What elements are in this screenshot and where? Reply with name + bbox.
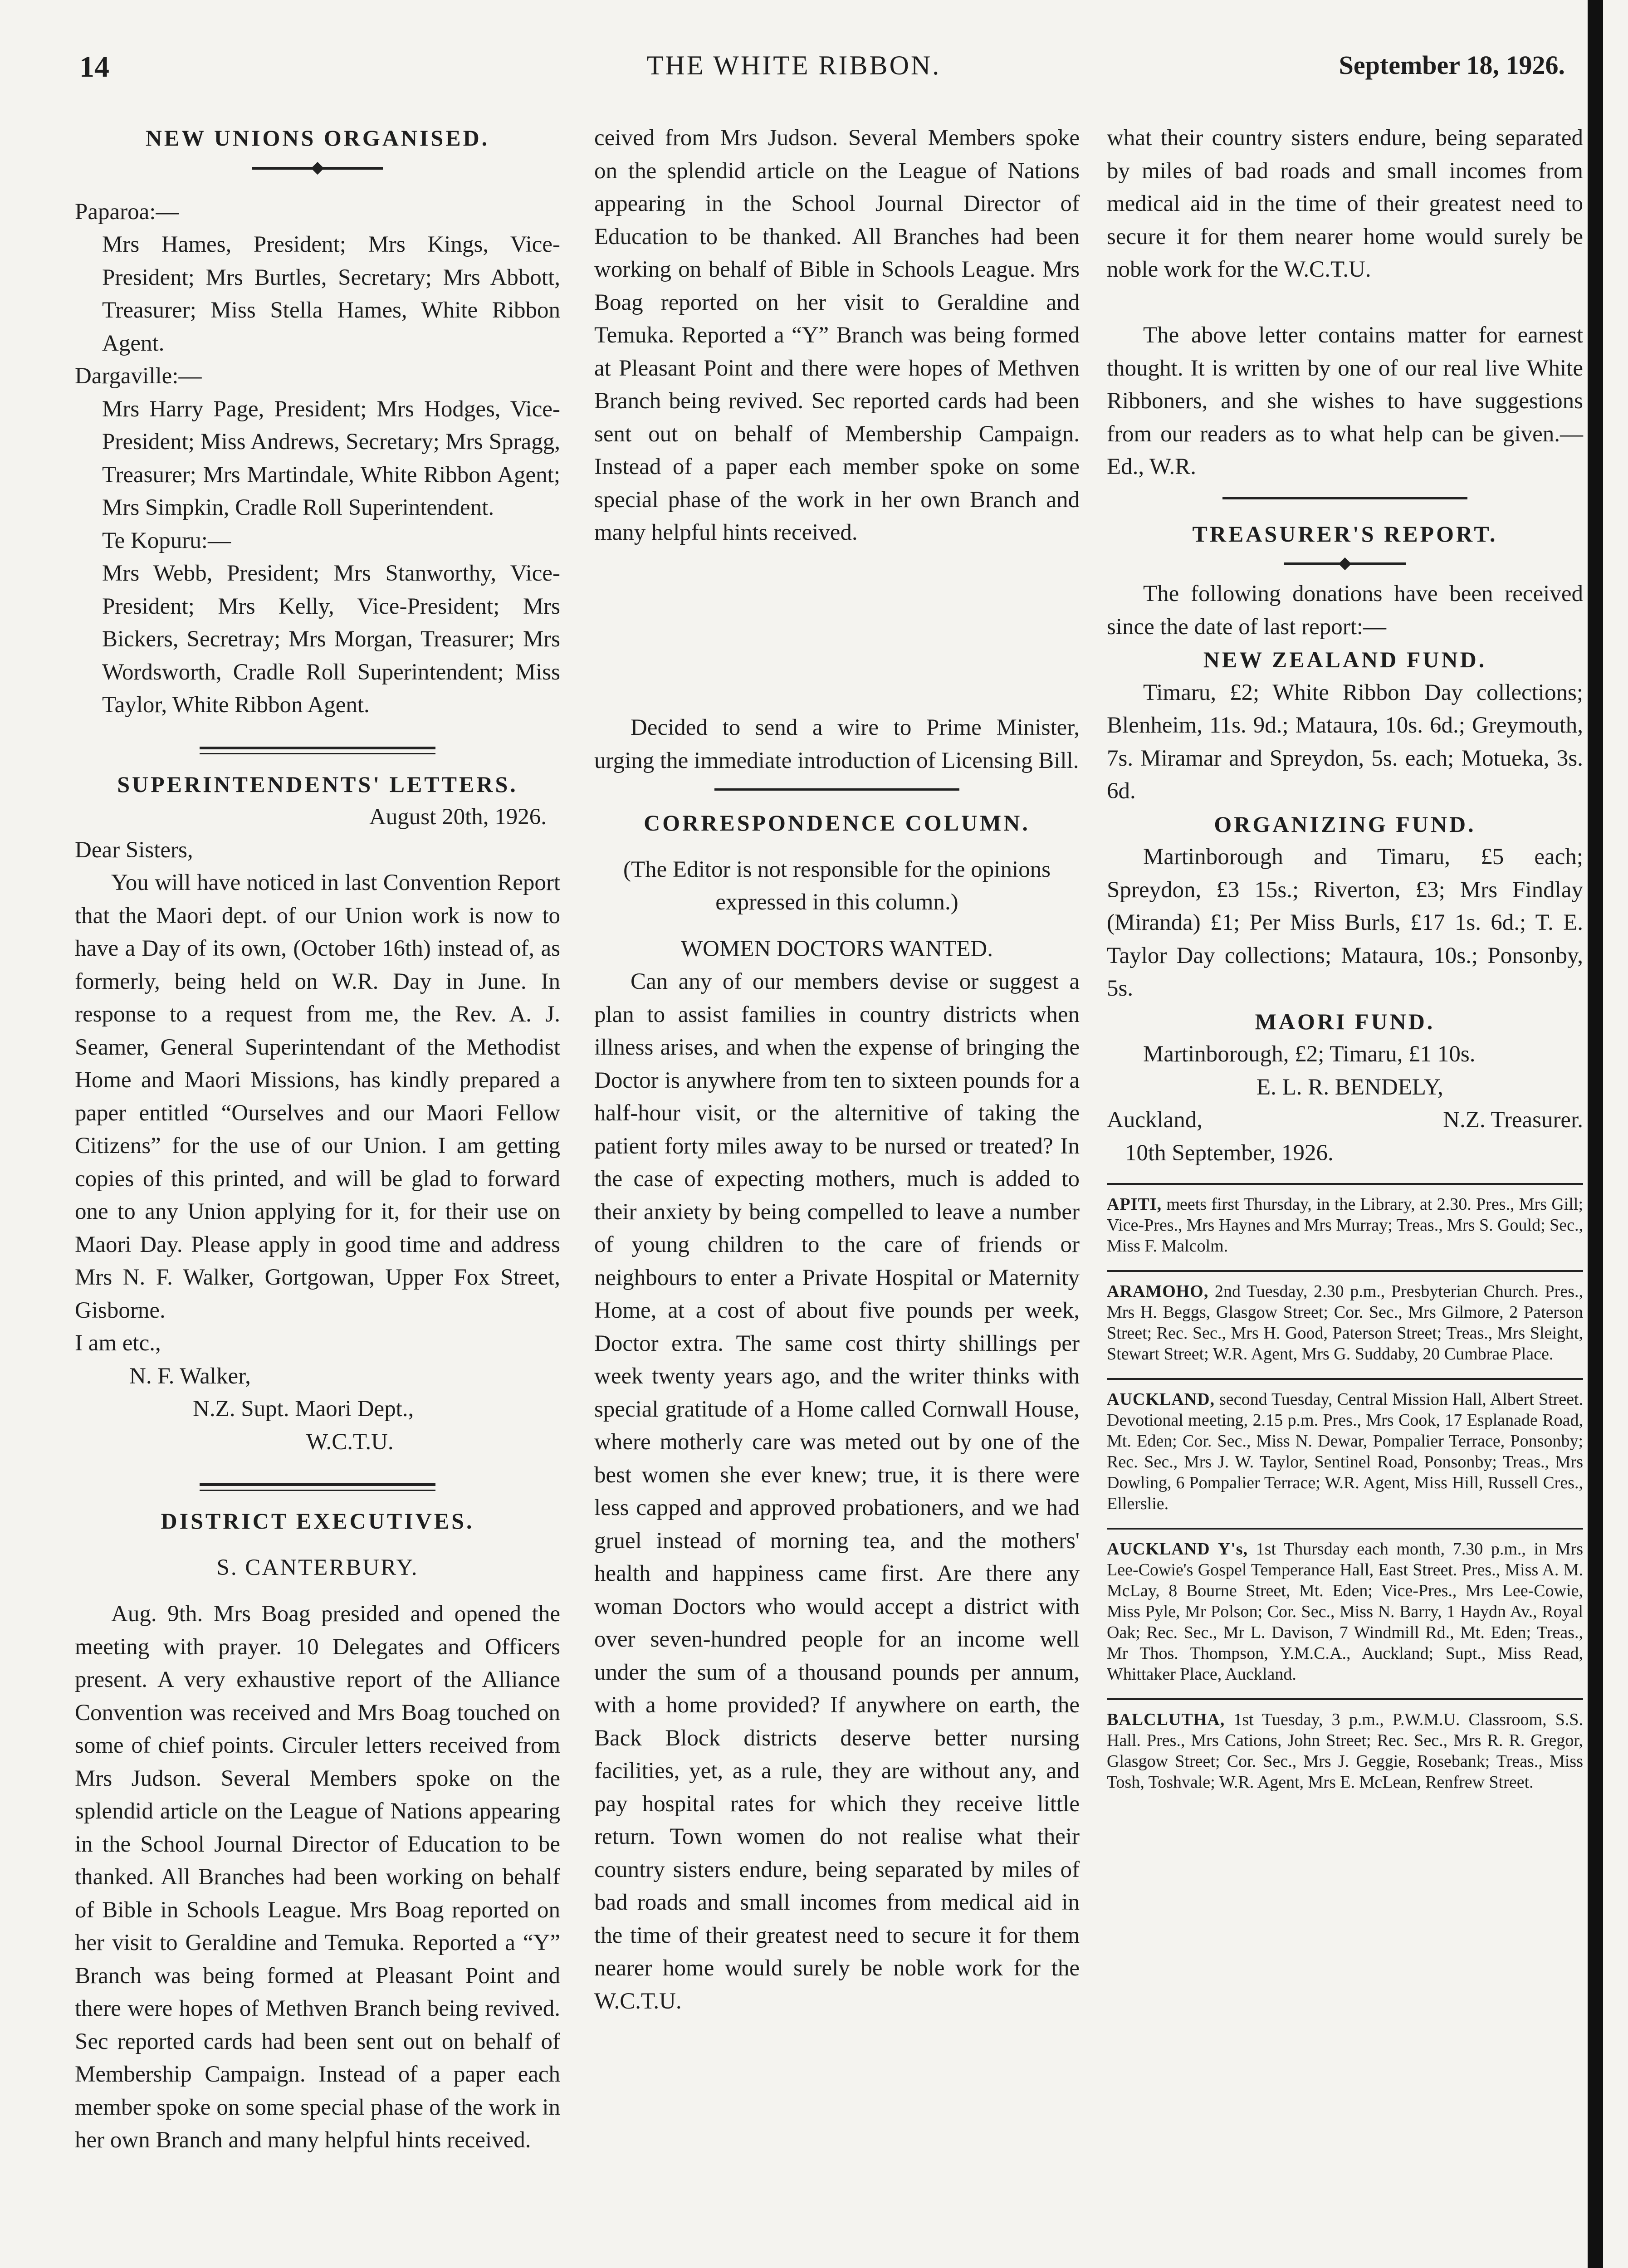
district-decision: Decided to send a wire to Prime Minister, urging the immediate introduction of Licensing Bill. [594,715,1080,773]
paparoa-officers: Mrs Hames, President; Mrs Kings, Vice-President; Mrs Burtles, Secretary; Mrs Abbott, Treasurer; Miss Stella Hames, White Ribbon Agent. [102,232,560,356]
district-heading: DISTRICT EXECUTIVES. [161,1508,474,1534]
letter-closing: I am etc., [75,1330,161,1356]
organizing-fund-heading: ORGANIZING FUND. [1214,811,1476,837]
tekopuru-label: Te Kopuru:— [102,528,231,553]
section-divider [200,1483,435,1491]
treasurer-intro: The following donations have been received since the date of last report:— [1107,581,1583,640]
dargaville-officers: Mrs Harry Page, President; Mrs Hodges, Vice-President; Miss Andrews, Secretary; Mrs Spragg, Treasurer; Mrs Martindale, White Ribbon Agent; Mrs Simpkin, Cradle Roll Superintendent. [102,396,560,520]
nz-fund-text: Timaru, £2; White Ribbon Day collections; Blenheim, 11s. 9d.; Mataura, 10s. 6d.; Greymouth, 7s. Miramar and Spreydon, 5s. each; Motueka, 3s. 6d. [1107,679,1583,804]
new-unions-heading: NEW UNIONS ORGANISED. [145,125,490,151]
branch-entry: ARAMOHO, 2nd Tuesday, 2.30 p.m., Presbyterian Church. Pres., Mrs H. Beggs, Glasgow Street; Cor. Sec., Mrs Gilmore, 2 Paterson Street; Rec. Sec., Mrs H. Good, Paterson Street; Treas., Mrs Sleight, Stewart Street; W.R. Agent, Mrs G. Suddaby, 20 Cumbrae Place. [1107,1282,1583,1364]
section-divider [1107,1698,1583,1700]
treasurer-signature-line [1107,1104,1583,1137]
treasurer-signature-place: Auckland, [1107,1107,1203,1133]
letter-salutation: Dear Sisters, [75,837,193,863]
letter-signature-name: N. F. Walker, [129,1363,251,1389]
section-divider [1107,1270,1583,1272]
section-divider [714,788,959,791]
district-subheading: S. CANTERBURY. [216,1554,419,1580]
paparoa-label: Paparoa:— [75,199,179,225]
district-report-continued: ceived from Mrs Judson. Several Members spoke on the splendid article on the League of Nations appearing in the School Journal Director of Education to be thanked. All Branches had been working on behalf of Bible in Schools League. Mrs Boag reported on her visit to Geraldine and Temuka. Reported a “Y” Branch was being formed at Pleasant Point and there were hopes of Methven Branch being revived. Sec reported cards had been sent out on behalf of Membership Campaign. Instead of a paper each member spoke on some special phase of the work in her own Branch and many helpful hints received. [594,125,1080,545]
editor-disclaimer: (The Editor is not responsible for the opinions expressed in this column.) [623,856,1051,915]
heading-ornament [75,155,560,182]
maori-fund-heading: MAORI FUND. [1255,1008,1435,1034]
treasurer-signature-name: E. L. R. BENDELY, [1256,1074,1443,1100]
heading-ornament [1107,550,1583,577]
section-divider [1107,1183,1583,1185]
branch-entry: AUCKLAND Y's, 1st Thursday each month, 7.30 p.m., in Mrs Lee-Cowie's Gospel Temperance Hall, East Street. Pres., Miss A. M. McLay, 8 Bourne Street, Mt. Eden; Vice-Pres., Mrs Lee-Cowie, Miss Pyle, Mr Polson; Cor. Sec., Miss N. Barry, 1 Haydn Av., Royal Oak; Rec. Sec., Mr L. Davison, 7 Windmill Rd., Mt. Eden; Treas., Mr Thos. Thompson, Y.M.C.A., Auckland; Supt., Miss Read, Whittaker Place, Auckland. [1107,1540,1584,1684]
issue-date: September 18, 1926. [1339,50,1565,80]
publication-title: THE WHITE RIBBON. [646,50,941,80]
column-2 [594,122,1080,2217]
section-divider [1107,1378,1583,1380]
letter-date: August 20th, 1926. [369,804,547,830]
letter-signature-title: N.Z. Supt. Maori Dept., [193,1396,414,1422]
district-report-part1: Aug. 9th. Mrs Boag presided and opened the meeting with prayer. 10 Delegates and Officers present. A very exhaustive report of the Alliance Convention was received and Mrs Boag touched on some of chief points. Circuler letters received from Mrs Judson. Several Members spoke on the splendid article on the League of Nations appearing in the School Journal Director of Education to be thanked. All Branches had been working on behalf of Bible in Schools League. Mrs Boag reported on her visit to Geraldine and Temuka. Reported a “Y” Branch was being formed at Pleasant Point and there were hopes of Methven Branch being revived. Sec reported cards had been sent out on behalf of Membership Campaign. Instead of a paper each member spoke on some special phase of the work in her own Branch and many helpful hints received. [75,1601,560,2153]
page-number: 14 [79,50,109,83]
section-divider [1222,497,1467,499]
maori-fund-text: Martinborough, £2; Timaru, £1 10s. [1143,1041,1476,1067]
dargaville-label: Dargaville:— [75,363,202,389]
tekopuru-officers: Mrs Webb, President; Mrs Stanworthy, Vice-President; Mrs Kelly, Vice-President; Mrs Bickers, Secretray; Mrs Morgan, Treasurer; Mrs Wordsworth, Cradle Roll Superintendent; Miss Taylor, White Ribbon Agent. [102,561,560,718]
letter-signature-org: W.C.T.U. [306,1429,394,1455]
section-divider [200,747,435,754]
nz-fund-heading: NEW ZEALAND FUND. [1203,647,1487,672]
page-edge-rule [1588,0,1603,2268]
branch-entry: AUCKLAND, second Tuesday, Central Mission Hall, Albert Street. Devotional meeting, 2.15 p.m. Pres., Mrs Cook, 17 Esplanade Road, Mt. Eden; Cor. Sec., Miss N. Dewar, Pompalier Terrace, Ponsonby; Rec. Sec., Mrs J. W. Taylor, Sentinel Road, Ponsonby; Treas., Mrs Dowling, 6 Pompalier Terrace; W.R. Agent, Miss Hill, Russell Cres., Ellerslie. [1107,1390,1583,1513]
organizing-fund-text: Martinborough and Timaru, £5 each; Spreydon, £3 15s.; Riverton, £3; Mrs Findlay (Miranda) £1; Per Miss Burls, £17 1s. 6d.; T. E. Taylor Day collections; Mataura, 10s.; Ponsonby, 5s. [1107,844,1583,1001]
section-divider [1107,1528,1583,1530]
column-3 [1107,122,1583,1793]
treasurer-heading: TREASURER'S REPORT. [1192,521,1498,547]
superintendents-heading: SUPERINTENDENTS' LETTERS. [117,771,518,797]
running-head [0,50,1588,91]
branch-entry: BALCLUTHA, 1st Tuesday, 3 p.m., P.W.M.U. Classroom, S.S. Hall. Pres., Mrs Cations, John Street; Rec. Sec., Mrs R. R. Gregor, Glasgow Street; Cor. Sec., Mrs J. Geggie, Rosebank; Treas., Miss Tosh, Toshvale; W.R. Agent, Mrs E. McLean, Renfrew Street. [1107,1710,1583,1792]
letter-body: You will have noticed in last Convention Report that the Maori dept. of our Union work is now to have a Day of its own, (October 16th) instead of, as formerly, being held on W.R. Day in June. In response to a request from me, the Rev. A. J. Seamer, General Superintendant of the Methodist Home and Maori Missions, has kindly prepared a paper entitled “Ourselves and our Maori Fellow Citizens” for the use of our Union. I am getting copies of this printed, and will be glad to forward one to any Union applying for it, for their use on Maori Day. Please apply in good time and address Mrs N. F. Walker, Gortgowan, Upper Fox Street, Gisborne. [75,870,560,1323]
correspondence-letter: Can any of our members devise or suggest a plan to assist families in country districts when illness arises, and when the expense of bringing the Doctor is anywhere from ten to sixteen pounds for a half-hour visit, or the alternitive of taking the patient forty miles away to be nursed or treated? In the case of expecting mothers, much is added to their anxiety by being compelled to leave a number of young children to the care of friends or neighbours to enter a Private Hospital or Maternity Home, at a cost of about five pounds per week, Doctor extra. The same cost thirty shillings per week twenty years ago, and the writer thinks with special gratitude of a Home called Cornwall House, where motherly care was meted out by one of the best women she ever knew; true, it is there were less capped and approved probationers, and we had gruel instead of morning tea, and the mothers' health and happiness came first. Are there any woman Doctors who would accept a district with over seven-hundred people for an income well under the sum of a thousand pounds per annum, with a home provided? If anywhere on earth, the Back Block districts deserve better nursing facilities, yet, as a rule, they are without any, and pay hospital rates for which they receive little return. Town women do not realise what their country sisters endure, being separated by miles of bad roads and small incomes from medical aid in the time of their greatest need to secure it for them nearer home would surely be noble work for the W.C.T.U. [594,969,1080,2014]
treasurer-signature-date: 10th September, 1926. [1125,1140,1334,1166]
correspondence-heading: CORRESPONDENCE COLUMN. [644,810,1030,836]
editor-note: The above letter contains matter for earnest thought. It is written by one of our real live White Ribboners, and she wishes to have suggestions from our readers as to what help can be given.—Ed., W.R. [1107,323,1583,479]
correspondence-letter-end: what their country sisters endure, being separated by miles of bad roads and small incomes from medical aid in the time of their greatest need to secure it for them nearer home would surely be noble work for the W.C.T.U. [1107,125,1583,282]
letter-title: WOMEN DOCTORS WANTED. [680,936,993,962]
branch-entry: APITI, meets first Thursday, in the Library, at 2.30. Pres., Mrs Gill; Vice-Pres., Mrs Haynes and Mrs Murray; Treas., Mrs S. Gould; Sec., Miss F. Malcolm. [1107,1195,1584,1256]
treasurer-signature-title: N.Z. Treasurer. [1443,1107,1583,1133]
column-1 [75,122,560,2153]
